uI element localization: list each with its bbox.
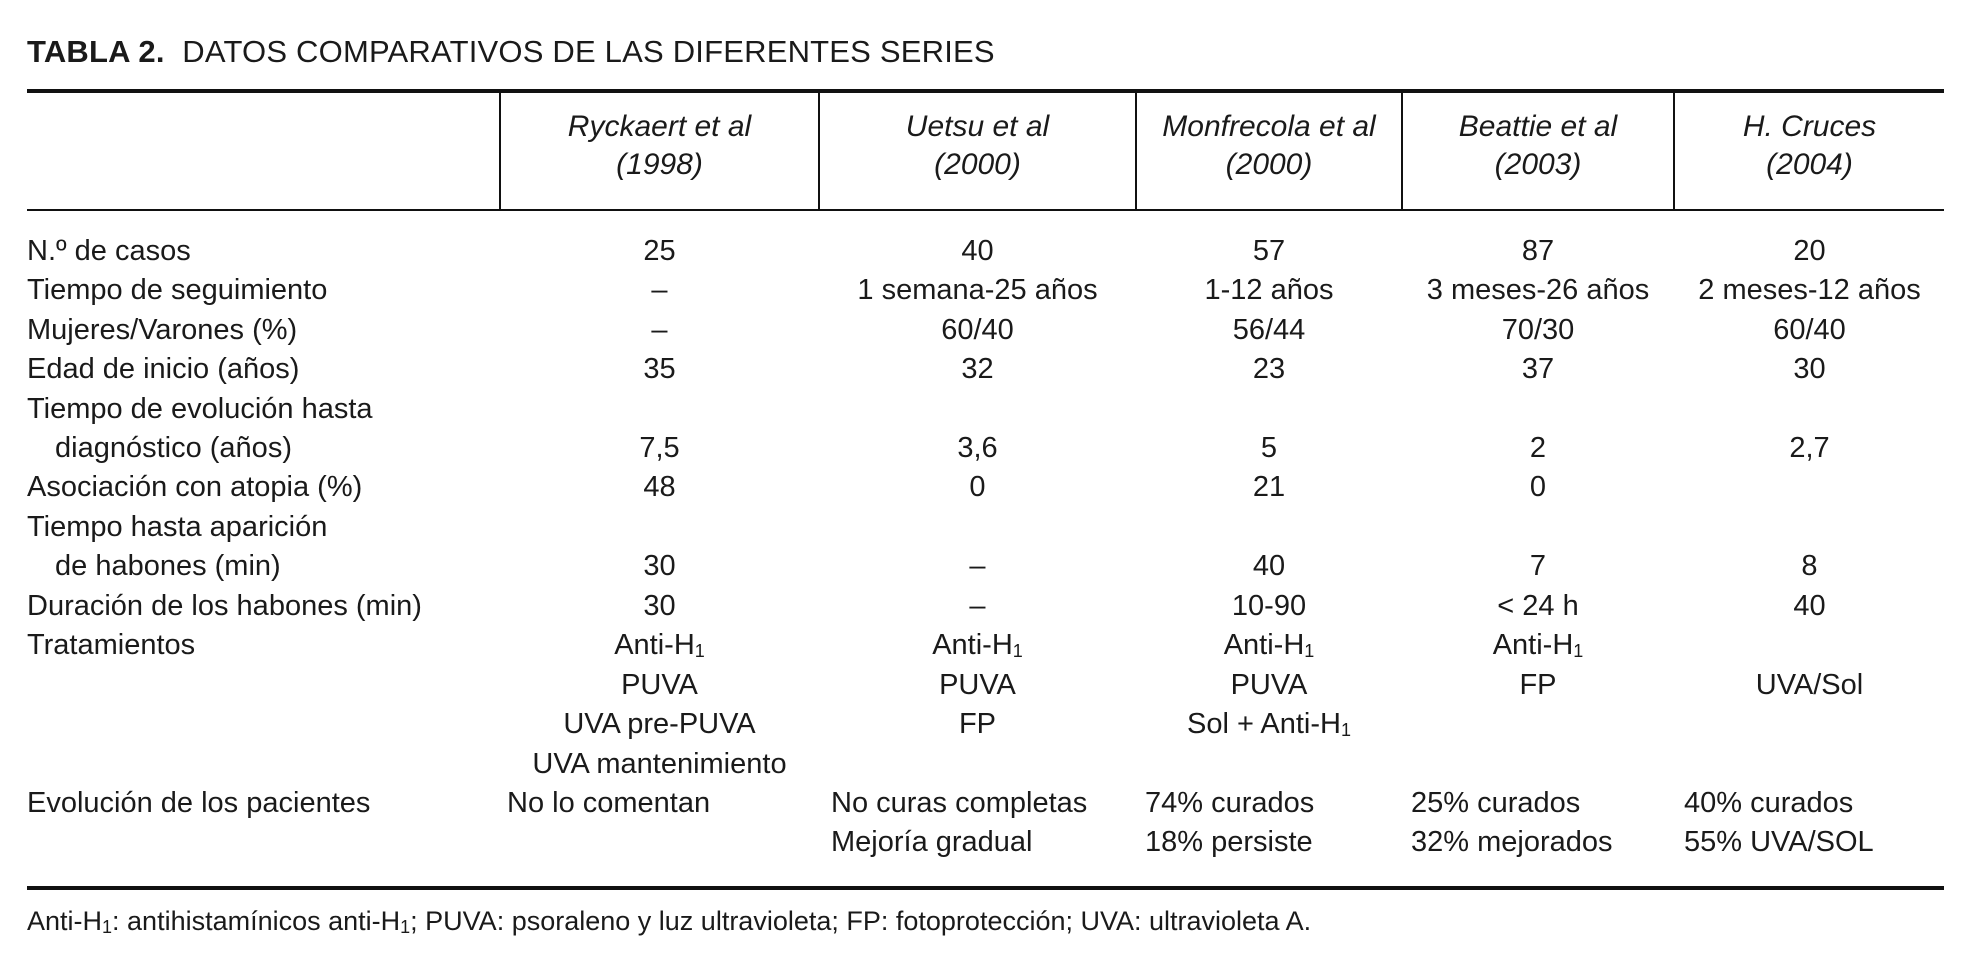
row-label-continued: de habones (min) [55,550,281,582]
footnote-text: ; PUVA: psoraleno y luz ultravioleta; FP: fotoprotección; UVA: ultravioleta A. [410,906,1312,936]
table-cell: 60/40 [1773,314,1846,346]
table-cell: UVA pre-PUVA [563,708,756,740]
table-cell: 40 [961,235,994,267]
table-cell: – [651,314,668,346]
table-cell: PUVA [621,669,698,701]
column-author: H. Cruces [1742,110,1877,143]
table-cell [1403,626,1673,666]
row-label: Edad de inicio (años) [27,353,300,385]
table-cell: PUVA [939,669,1016,701]
column-header [1675,108,1944,198]
table-cell: 7,5 [639,432,680,464]
table-cell: 8 [1801,550,1818,582]
table-cell: Mejoría gradual [831,826,1033,858]
table-cell: 1-12 años [1204,274,1334,306]
row-label: Mujeres/Varones (%) [27,314,298,346]
table-cell: 87 [1521,235,1555,267]
table-cell: UVA mantenimiento [532,748,787,780]
table-number: TABLA 2. [27,34,165,69]
footnote-text: : antihistamínicos anti-H [112,906,401,936]
treatment-text: Sol + Anti-H [1187,708,1341,740]
table-cell: 37 [1521,353,1555,385]
subscript: 1 [102,917,113,937]
table-cell: 35 [643,353,676,385]
table-cell: 25% curados [1411,787,1581,819]
column-year: (2003) [1494,148,1582,181]
subscript: 1 [1012,641,1023,661]
table-cell: 40% curados [1684,787,1854,819]
row-label: Duración de los habones (min) [27,590,422,622]
table-cell: 30 [643,590,676,622]
table-footnote [27,906,1311,937]
table-cell: 7 [1529,550,1547,582]
table-cell: 0 [1529,471,1547,503]
table-cell: 21 [1252,471,1286,503]
row-label: Tiempo hasta aparición [27,511,328,543]
table-cell: 2 [1529,432,1547,464]
table-cell: 57 [1252,235,1286,267]
treatment-text: Anti-H [1223,629,1305,661]
row-label: Tiempo de evolución hasta [27,393,373,425]
table-cell: 60/40 [941,314,1014,346]
table-cell: 55% UVA/SOL [1684,826,1874,858]
column-author: Ryckaert et al [567,110,752,143]
bottom-rule [27,886,1944,890]
column-header [501,108,818,198]
table-cell: 2,7 [1789,432,1830,464]
table-cell: 2 meses-12 años [1698,274,1921,306]
column-header [1137,108,1401,198]
table-cell: 48 [643,471,676,503]
table-cell: < 24 h [1497,590,1579,622]
column-author: Beattie et al [1458,110,1618,143]
table-cell: 18% persiste [1145,826,1313,858]
table-cell: 32% mejorados [1411,826,1613,858]
table-cell: 32 [961,353,994,385]
row-label: Tiempo de seguimiento [27,274,328,306]
treatment-text: Anti-H [1492,629,1574,661]
subscript: 1 [694,641,705,661]
column-year: (2000) [1225,148,1313,181]
row-label: Evolución de los pacientes [27,787,371,819]
column-year: (2000) [934,148,1021,181]
column-header [820,108,1135,198]
column-year: (2004) [1766,148,1853,181]
table-cell: 56/44 [1232,314,1306,346]
table-cell [1137,705,1401,745]
table-cell: FP [1519,669,1557,701]
table-cell: 0 [969,471,986,503]
table-title [27,34,995,70]
table-cell: – [969,590,986,622]
table-cell: 25 [643,235,676,267]
column-author: Uetsu et al [905,110,1050,143]
footnote-text: Anti-H [27,906,103,936]
header-rule [27,209,1944,211]
column-year: (1998) [616,148,703,181]
table-cell: 23 [1252,353,1286,385]
table-cell: No curas completas [831,787,1088,819]
table-cell [820,626,1135,666]
table-cell: FP [958,708,997,740]
table-cell: 3 meses-26 años [1426,274,1650,306]
subscript: 1 [1340,720,1351,740]
table-caption: DATOS COMPARATIVOS DE LAS DIFERENTES SERIES [182,34,995,69]
table-cell: 5 [1260,432,1278,464]
treatment-text: Anti-H [932,629,1013,661]
table-cell: 3,6 [957,432,998,464]
table-cell: – [969,550,986,582]
table-cell: 30 [1793,353,1826,385]
top-rule [27,89,1944,93]
table-cell: PUVA [1230,669,1308,701]
table-cell: 40 [1793,590,1826,622]
row-label: Tratamientos [27,629,196,661]
table-cell: 40 [1252,550,1286,582]
table-cell: – [651,274,668,306]
row-label-continued: diagnóstico (años) [55,432,292,464]
table-cell: 20 [1793,235,1826,267]
subscript: 1 [1304,641,1315,661]
column-author: Monfrecola et al [1162,110,1376,143]
table-cell [1137,626,1401,666]
column-header [1403,108,1673,198]
treatment-text: Anti-H [614,629,695,661]
table-cell: 74% curados [1145,787,1315,819]
table-cell: No lo comentan [507,787,711,819]
table-cell: 1 semana-25 años [857,274,1098,306]
subscript: 1 [400,917,411,937]
row-label: N.º de casos [27,235,191,267]
table-cell: UVA/Sol [1755,669,1864,701]
subscript: 1 [1573,641,1584,661]
table-cell: 10-90 [1231,590,1307,622]
table-cell: 70/30 [1501,314,1575,346]
table-cell: 30 [643,550,676,582]
table-cell [501,626,818,666]
row-label: Asociación con atopia (%) [27,471,363,503]
